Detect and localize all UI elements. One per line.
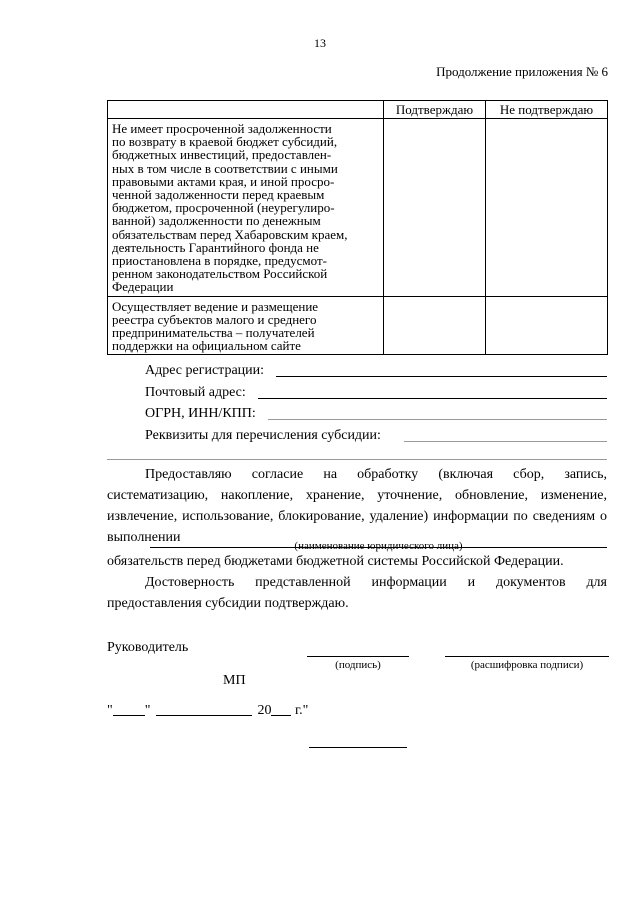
extra-field[interactable] — [107, 459, 607, 460]
criterion-line: ренном законодательством Российской — [112, 266, 328, 282]
criterion-line: деятельность Гарантийного фонда не — [112, 239, 319, 255]
date-line — [107, 701, 308, 720]
criterion-cell — [108, 296, 384, 355]
signature-decode-caption: (расшифровка подписи) — [470, 659, 584, 671]
year-prefix: 20 — [257, 703, 272, 718]
criterion-cell — [108, 119, 384, 297]
criterion-line: ченной задолженности перед краевым — [112, 187, 325, 203]
date-month-field[interactable] — [156, 701, 252, 716]
organization-name-caption: (наименование юридического лица) — [294, 540, 463, 552]
reliability-text: Достоверность представленной информации и документов для предоставления субсидии подтверждаю. — [107, 575, 607, 611]
head-label: Руководитель — [107, 640, 189, 655]
bottom-line — [309, 747, 407, 748]
criterion-line: предпринимательства – получателей — [112, 325, 315, 341]
criterion-line: Осуществляет ведение и размещение — [112, 298, 319, 314]
postal-label: Почтовый адрес: — [145, 385, 246, 400]
signature-caption: (подпись) — [335, 659, 381, 671]
postal-field[interactable] — [258, 398, 607, 399]
ogrn-label: ОГРН, ИНН/КПП: — [145, 406, 256, 421]
appendix-heading: Продолжение приложения № 6 — [436, 64, 608, 79]
criterion-line: обязательствам перед Хабаровским краем, — [112, 226, 348, 242]
stamp-label: МП — [223, 673, 246, 688]
criterion-line: бюджетных инвестиций, предоставлен- — [112, 147, 332, 163]
consent-text: Предоставляю согласие на обработку (включая сбор, запись, систематизацию, накопление, хранение, уточнение, обновление, изменение, извлечение, использование, блокирование, удаление) информации по сведениям о выполнении — [107, 467, 607, 545]
table-row — [108, 296, 608, 355]
signature-decode-field[interactable] — [445, 656, 609, 657]
criterion-line: бюджетом, просроченной (неурегулиро- — [112, 200, 335, 216]
criterion-line: приостановлена в порядке, предусмот- — [112, 253, 327, 269]
year-suffix: г." — [291, 703, 309, 718]
header-cell-confirm: Подтверждаю — [384, 101, 486, 119]
page-number: 13 — [314, 36, 326, 50]
criterion-line: Не имеет просроченной задолженности — [112, 121, 332, 136]
signature-field[interactable] — [307, 656, 409, 657]
consent-obligations-text: обязательств перед бюджетами бюджетной системы Российской Федерации. — [107, 554, 564, 569]
address-label: Адрес регистрации: — [145, 363, 265, 378]
header-cell-not-confirm: Не подтверждаю — [486, 101, 608, 119]
date-quote-open: " — [107, 703, 113, 718]
criterion-line: Федерации — [112, 279, 174, 295]
date-year-field[interactable] — [271, 701, 291, 716]
table-header-row — [108, 101, 608, 119]
criterion-line: ных в том числе в соответствии с иными — [112, 160, 338, 176]
criterion-line: поддержки на официальном сайте — [112, 338, 301, 354]
header-cell-criterion — [108, 101, 384, 119]
date-day-field[interactable] — [113, 701, 145, 716]
criterion-line: по возврату в краевой бюджет субсидий, — [112, 134, 338, 150]
table-row — [108, 119, 608, 297]
criterion-line: правовыми актами края, и иной просро- — [112, 173, 335, 189]
ogrn-field[interactable] — [268, 419, 607, 420]
criterion-line: ванной) задолженности по денежным — [112, 213, 321, 229]
confirm-cell[interactable] — [384, 119, 486, 297]
bank-details-field[interactable] — [404, 441, 607, 442]
not-confirm-cell[interactable] — [486, 296, 608, 355]
confirmation-table — [107, 100, 608, 355]
bank-details-label: Реквизиты для перечисления субсидии: — [145, 428, 381, 443]
confirm-cell[interactable] — [384, 296, 486, 355]
not-confirm-cell[interactable] — [486, 119, 608, 297]
address-field[interactable] — [276, 376, 607, 377]
date-quote-close: " — [144, 703, 151, 718]
criterion-line: реестра субъектов малого и среднего — [112, 311, 317, 327]
